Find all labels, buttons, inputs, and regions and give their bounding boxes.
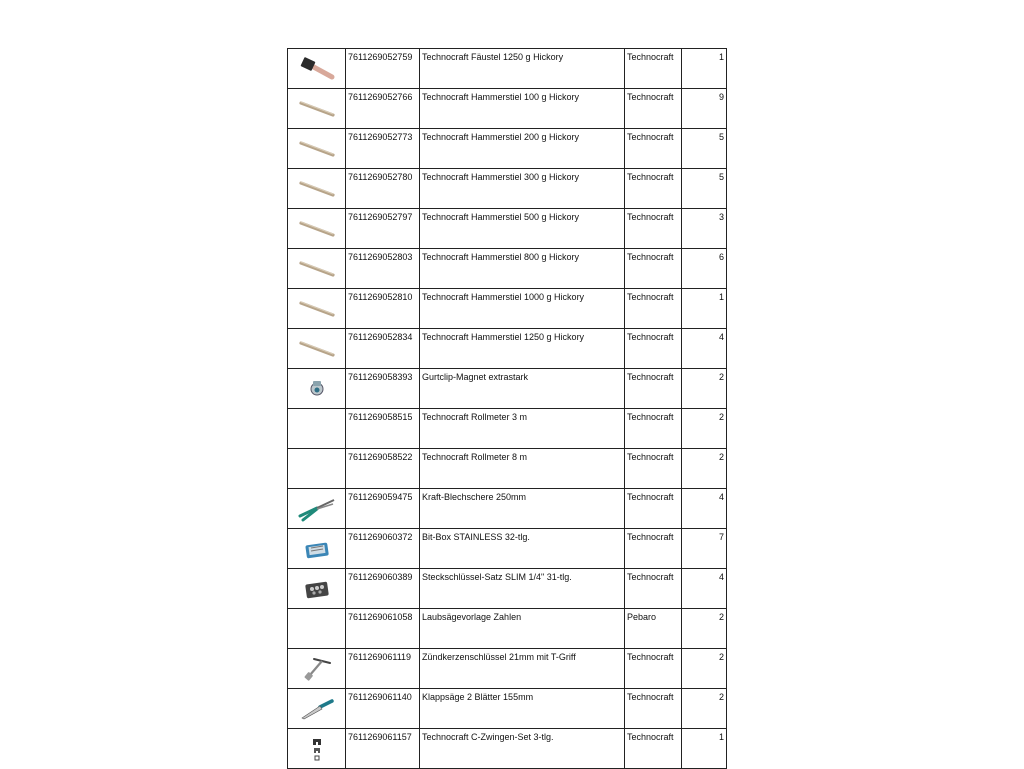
quantity-cell: 1 xyxy=(682,289,727,329)
quantity-cell: 9 xyxy=(682,89,727,129)
description-cell: Technocraft Hammerstiel 100 g Hickory xyxy=(420,89,625,129)
brand-cell: Technocraft xyxy=(625,649,682,689)
quantity-cell: 2 xyxy=(682,609,727,649)
brand-cell: Technocraft xyxy=(625,369,682,409)
table-row xyxy=(288,729,727,769)
description-cell: Technocraft Hammerstiel 300 g Hickory xyxy=(420,169,625,209)
table-row xyxy=(288,329,727,369)
hammer-handle-icon xyxy=(288,179,345,199)
description-cell: Technocraft Hammerstiel 1250 g Hickory xyxy=(420,329,625,369)
inventory-table xyxy=(287,48,727,769)
folding-saw-icon xyxy=(288,697,345,721)
ean-cell: 7611269052797 xyxy=(346,209,420,249)
product-image-cell xyxy=(288,129,346,169)
quantity-cell: 3 xyxy=(682,209,727,249)
product-image-cell xyxy=(288,289,346,329)
product-image-cell xyxy=(288,529,346,569)
quantity-cell: 4 xyxy=(682,489,727,529)
product-image-cell xyxy=(288,369,346,409)
ean-cell: 7611269061058 xyxy=(346,609,420,649)
brand-cell: Technocraft xyxy=(625,249,682,289)
table-row xyxy=(288,169,727,209)
description-cell: Technocraft Hammerstiel 800 g Hickory xyxy=(420,249,625,289)
product-image-cell xyxy=(288,89,346,129)
hammer-handle-icon xyxy=(288,299,345,319)
brand-cell: Technocraft xyxy=(625,129,682,169)
c-clamp-set-icon xyxy=(288,736,345,762)
ean-cell: 7611269059475 xyxy=(346,489,420,529)
description-cell: Zündkerzenschlüssel 21mm mit T-Griff xyxy=(420,649,625,689)
table-row xyxy=(288,369,727,409)
ean-cell: 7611269061140 xyxy=(346,689,420,729)
description-cell: Technocraft Rollmeter 8 m xyxy=(420,449,625,489)
ean-cell: 7611269058522 xyxy=(346,449,420,489)
hammer-handle-icon xyxy=(288,259,345,279)
table-row xyxy=(288,449,727,489)
quantity-cell: 2 xyxy=(682,689,727,729)
brand-cell: Pebaro xyxy=(625,609,682,649)
brand-cell: Technocraft xyxy=(625,169,682,209)
description-cell: Bit-Box STAINLESS 32-tlg. xyxy=(420,529,625,569)
table-row xyxy=(288,129,727,169)
brand-cell: Technocraft xyxy=(625,329,682,369)
product-image-cell xyxy=(288,609,346,649)
table-row xyxy=(288,689,727,729)
brand-cell: Technocraft xyxy=(625,209,682,249)
description-cell: Technocraft Hammerstiel 1000 g Hickory xyxy=(420,289,625,329)
product-image-cell xyxy=(288,649,346,689)
brand-cell: Technocraft xyxy=(625,449,682,489)
brand-cell: Technocraft xyxy=(625,529,682,569)
brand-cell: Technocraft xyxy=(625,689,682,729)
ean-cell: 7611269052773 xyxy=(346,129,420,169)
quantity-cell: 1 xyxy=(682,729,727,769)
ean-cell: 7611269052810 xyxy=(346,289,420,329)
quantity-cell: 4 xyxy=(682,569,727,609)
description-cell: Gurtclip-Magnet extrastark xyxy=(420,369,625,409)
product-image-cell xyxy=(288,49,346,89)
belt-clip-magnet-icon xyxy=(288,378,345,400)
table-row xyxy=(288,649,727,689)
product-image-cell xyxy=(288,689,346,729)
ean-cell: 7611269058515 xyxy=(346,409,420,449)
table-row xyxy=(288,609,727,649)
quantity-cell: 2 xyxy=(682,449,727,489)
brand-cell: Technocraft xyxy=(625,49,682,89)
quantity-cell: 2 xyxy=(682,369,727,409)
table-row xyxy=(288,209,727,249)
ean-cell: 7611269061157 xyxy=(346,729,420,769)
table-row xyxy=(288,529,727,569)
description-cell: Kraft-Blechschere 250mm xyxy=(420,489,625,529)
brand-cell: Technocraft xyxy=(625,729,682,769)
ean-cell: 7611269060372 xyxy=(346,529,420,569)
quantity-cell: 4 xyxy=(682,329,727,369)
table-row xyxy=(288,489,727,529)
ean-cell: 7611269061119 xyxy=(346,649,420,689)
hammer-handle-icon xyxy=(288,339,345,359)
ean-cell: 7611269052803 xyxy=(346,249,420,289)
quantity-cell: 6 xyxy=(682,249,727,289)
hammer-handle-icon xyxy=(288,139,345,159)
description-cell: Steckschlüssel-Satz SLIM 1/4" 31-tlg. xyxy=(420,569,625,609)
ean-cell: 7611269052780 xyxy=(346,169,420,209)
product-image-cell xyxy=(288,169,346,209)
table-row xyxy=(288,249,727,289)
table-row xyxy=(288,89,727,129)
brand-cell: Technocraft xyxy=(625,489,682,529)
quantity-cell: 2 xyxy=(682,409,727,449)
sledge-hammer-icon xyxy=(288,55,345,83)
product-image-cell xyxy=(288,729,346,769)
product-image-cell xyxy=(288,209,346,249)
table-row xyxy=(288,49,727,89)
description-cell: Technocraft Rollmeter 3 m xyxy=(420,409,625,449)
product-image-cell xyxy=(288,489,346,529)
description-cell: Technocraft Hammerstiel 500 g Hickory xyxy=(420,209,625,249)
ean-cell: 7611269060389 xyxy=(346,569,420,609)
table-row xyxy=(288,569,727,609)
ean-cell: 7611269052766 xyxy=(346,89,420,129)
product-image-cell xyxy=(288,409,346,449)
product-image-cell xyxy=(288,569,346,609)
ean-cell: 7611269052759 xyxy=(346,49,420,89)
quantity-cell: 7 xyxy=(682,529,727,569)
quantity-cell: 5 xyxy=(682,169,727,209)
brand-cell: Technocraft xyxy=(625,409,682,449)
bit-box-icon xyxy=(288,538,345,560)
ean-cell: 7611269058393 xyxy=(346,369,420,409)
inventory-table-body xyxy=(288,49,727,769)
product-image-cell xyxy=(288,329,346,369)
product-image-cell xyxy=(288,249,346,289)
description-cell: Technocraft Fäustel 1250 g Hickory xyxy=(420,49,625,89)
hammer-handle-icon xyxy=(288,219,345,239)
description-cell: Technocraft Hammerstiel 200 g Hickory xyxy=(420,129,625,169)
brand-cell: Technocraft xyxy=(625,569,682,609)
description-cell: Laubsägevorlage Zahlen xyxy=(420,609,625,649)
quantity-cell: 1 xyxy=(682,49,727,89)
quantity-cell: 2 xyxy=(682,649,727,689)
product-image-cell xyxy=(288,449,346,489)
brand-cell: Technocraft xyxy=(625,89,682,129)
ean-cell: 7611269052834 xyxy=(346,329,420,369)
description-cell: Klappsäge 2 Blätter 155mm xyxy=(420,689,625,729)
socket-set-icon xyxy=(288,578,345,600)
table-row xyxy=(288,409,727,449)
hammer-handle-icon xyxy=(288,99,345,119)
description-cell: Technocraft C-Zwingen-Set 3-tlg. xyxy=(420,729,625,769)
spark-plug-wrench-icon xyxy=(288,655,345,683)
quantity-cell: 5 xyxy=(682,129,727,169)
tin-snips-icon xyxy=(288,496,345,522)
brand-cell: Technocraft xyxy=(625,289,682,329)
table-row xyxy=(288,289,727,329)
